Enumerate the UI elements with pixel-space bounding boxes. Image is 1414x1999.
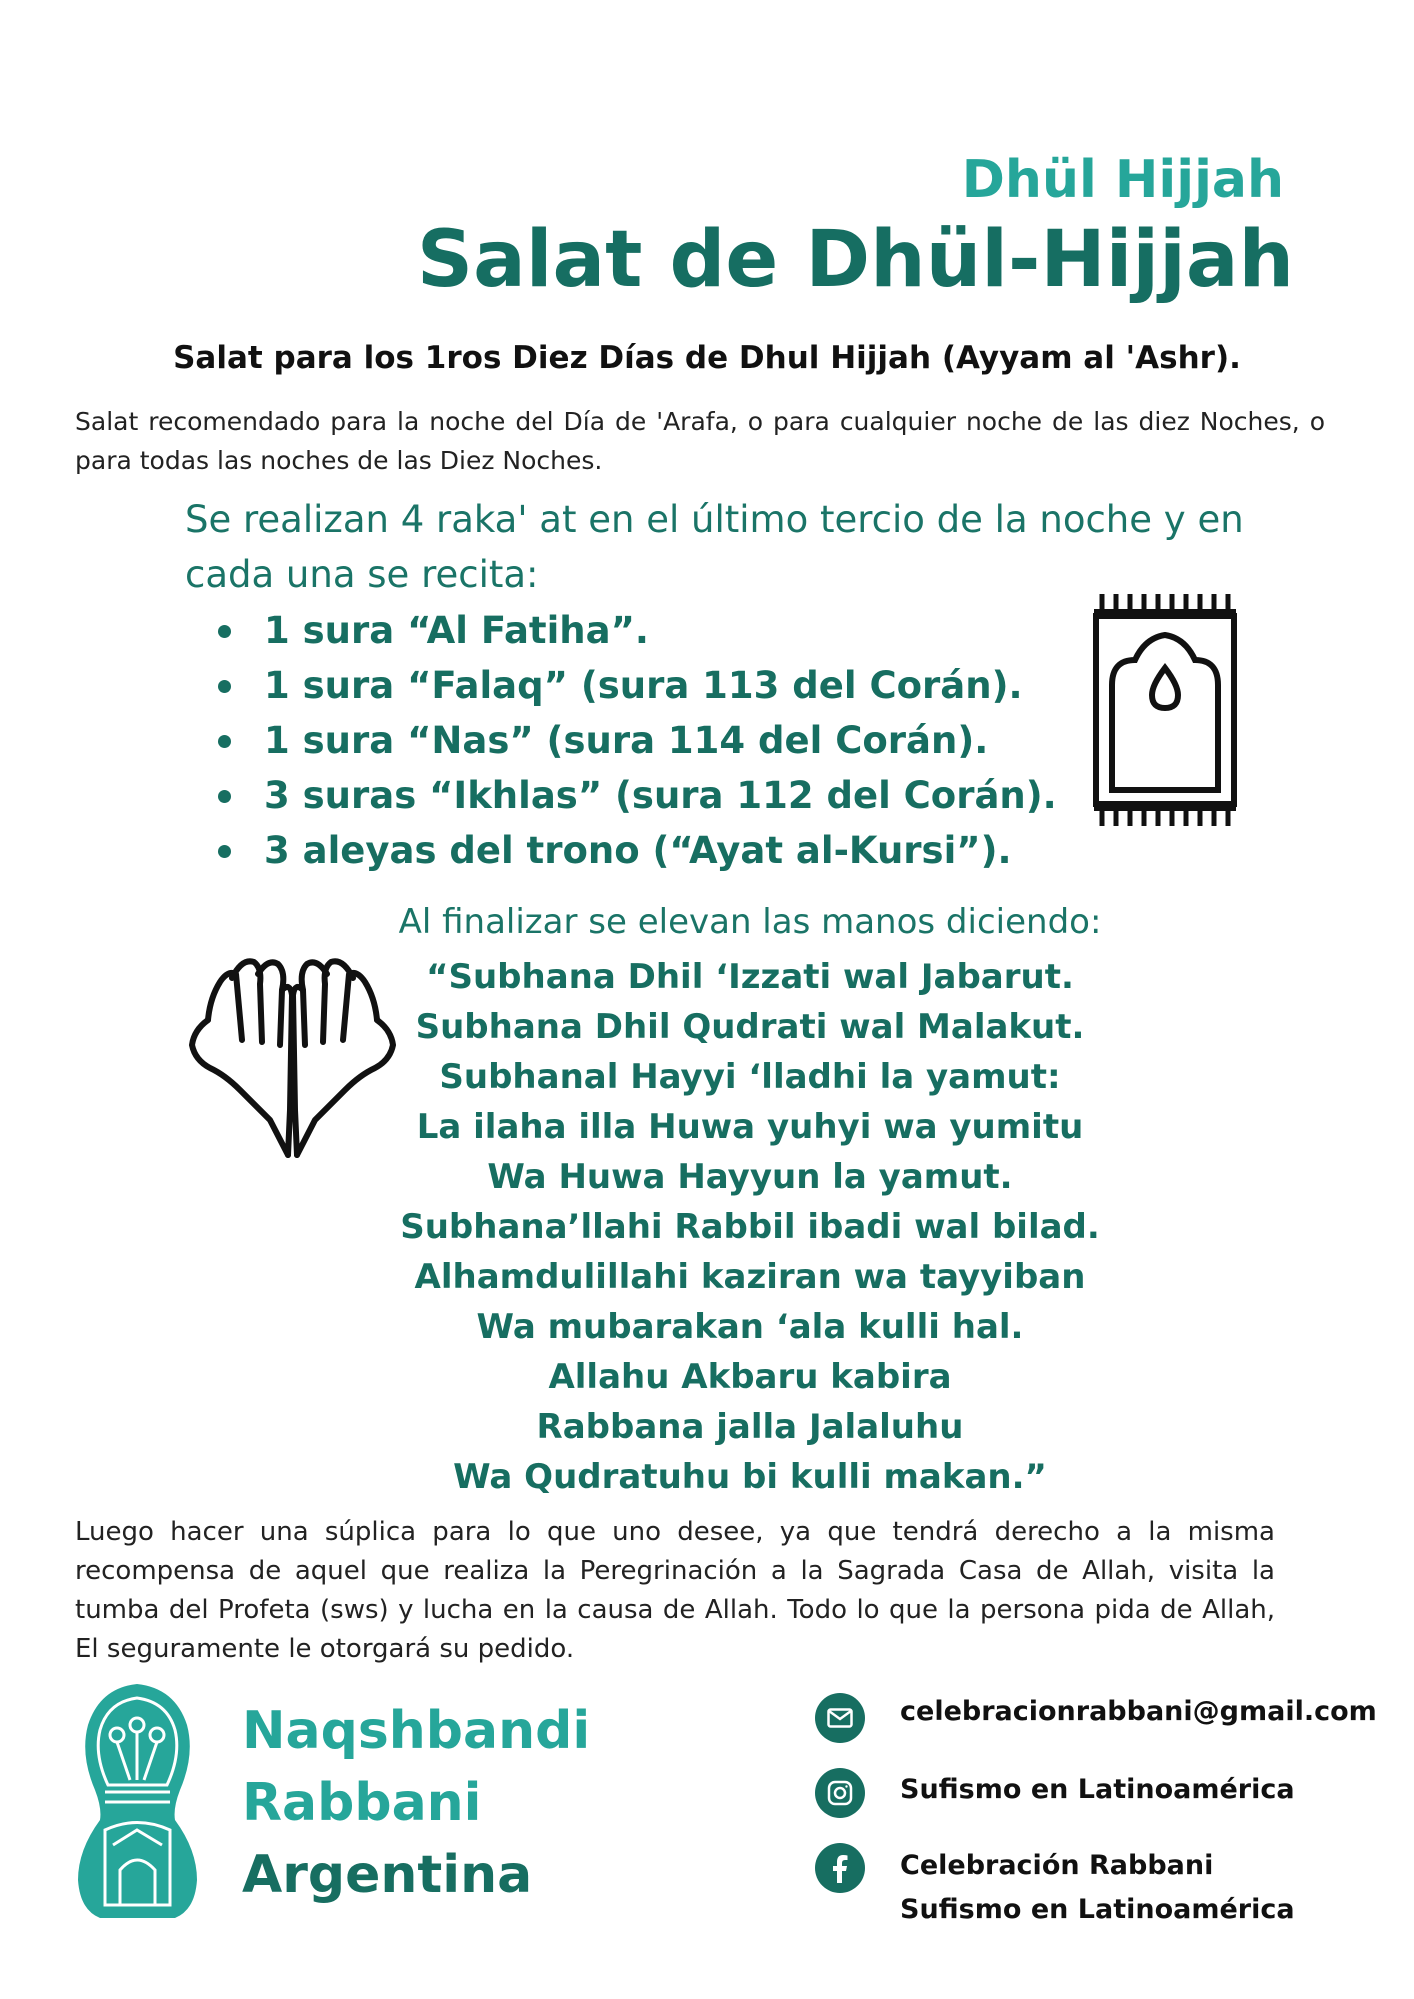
prayer-rug-icon xyxy=(1090,590,1240,830)
recitation-list xyxy=(208,603,1057,878)
prayer-line: Allahu Akbaru kabira xyxy=(548,1357,952,1397)
facebook-link-2[interactable]: Sufismo en Latinoamérica xyxy=(900,1894,1295,1925)
instructions-lead: Se realizan 4 raka' at en el último tercio de la noche y en cada una se recita: xyxy=(185,498,1244,596)
header-kicker: Dhül Hijjah xyxy=(961,150,1284,210)
prayer-line: Rabbana jalla Jalaluhu xyxy=(536,1407,964,1447)
mail-icon xyxy=(815,1693,865,1743)
org-line-1: Naqshbandi xyxy=(242,1701,591,1761)
facebook-link-1[interactable]: Celebración Rabbani xyxy=(900,1850,1214,1881)
naqshbandi-logo xyxy=(75,1680,200,1925)
intro-paragraph: Salat recomendado para la noche del Día de 'Arafa, o para cualquier noche de las diez Noches, o para todas las noches de las Diez Noches. xyxy=(75,407,1325,475)
closing-paragraph: Luego hacer una súplica para lo que uno desee, ya que tendrá derecho a la misma recompensa de aquel que realiza la Peregrinación a la Sagrada Casa de Allah, visita la tumba del Profeta (sws) y lucha en la causa de Allah. Todo lo que la persona pida de Allah, El seguramente le otorgará su pedido. xyxy=(75,1517,1275,1664)
prayer-line: Wa Qudratuhu bi kulli makan.” xyxy=(453,1457,1047,1497)
prayer-line: “Subhana Dhil ‘Izzati wal Jabarut. xyxy=(426,957,1074,997)
facebook-icon xyxy=(815,1843,865,1893)
instagram-link[interactable]: Sufismo en Latinoamérica xyxy=(900,1774,1295,1805)
organization-name xyxy=(242,1695,590,1911)
prayer-line: La ilaha illa Huwa yuhyi wa yumitu xyxy=(416,1107,1084,1147)
list-item: 1 sura “Al Fatiha”. xyxy=(208,603,1057,658)
org-line-3: Argentina xyxy=(242,1845,533,1905)
prayer-line: Subhanal Hayyi ‘lladhi la yamut: xyxy=(439,1057,1061,1097)
instagram-icon xyxy=(815,1768,865,1818)
prayer-line: Subhana’llahi Rabbil ibadi wal bilad. xyxy=(400,1207,1100,1247)
prayer-line: Wa mubarakan ‘ala kulli hal. xyxy=(476,1307,1024,1347)
prayer-line: Alhamdulillahi kaziran wa tayyiban xyxy=(414,1257,1086,1297)
list-item: 1 sura “Falaq” (sura 113 del Corán). xyxy=(208,658,1057,713)
prayer-line: Subhana Dhil Qudrati wal Malakut. xyxy=(415,1007,1085,1047)
prayer-text xyxy=(360,952,1140,1502)
list-item: 1 sura “Nas” (sura 114 del Corán). xyxy=(208,713,1057,768)
subtitle: Salat para los 1ros Diez Días de Dhul Hijjah (Ayyam al 'Ashr). xyxy=(173,340,1241,376)
page-title: Salat de Dhül-Hijjah xyxy=(416,215,1294,305)
list-item: 3 suras “Ikhlas” (sura 112 del Corán). xyxy=(208,768,1057,823)
email-link[interactable]: celebracionrabbani@gmail.com xyxy=(900,1696,1377,1727)
list-item: 3 aleyas del trono (“Ayat al-Kursi”). xyxy=(208,823,1057,878)
finalize-instruction: Al finalizar se elevan las manos diciendo: xyxy=(398,902,1102,942)
org-line-2: Rabbani xyxy=(242,1773,482,1833)
prayer-line: Wa Huwa Hayyun la yamut. xyxy=(487,1157,1013,1197)
